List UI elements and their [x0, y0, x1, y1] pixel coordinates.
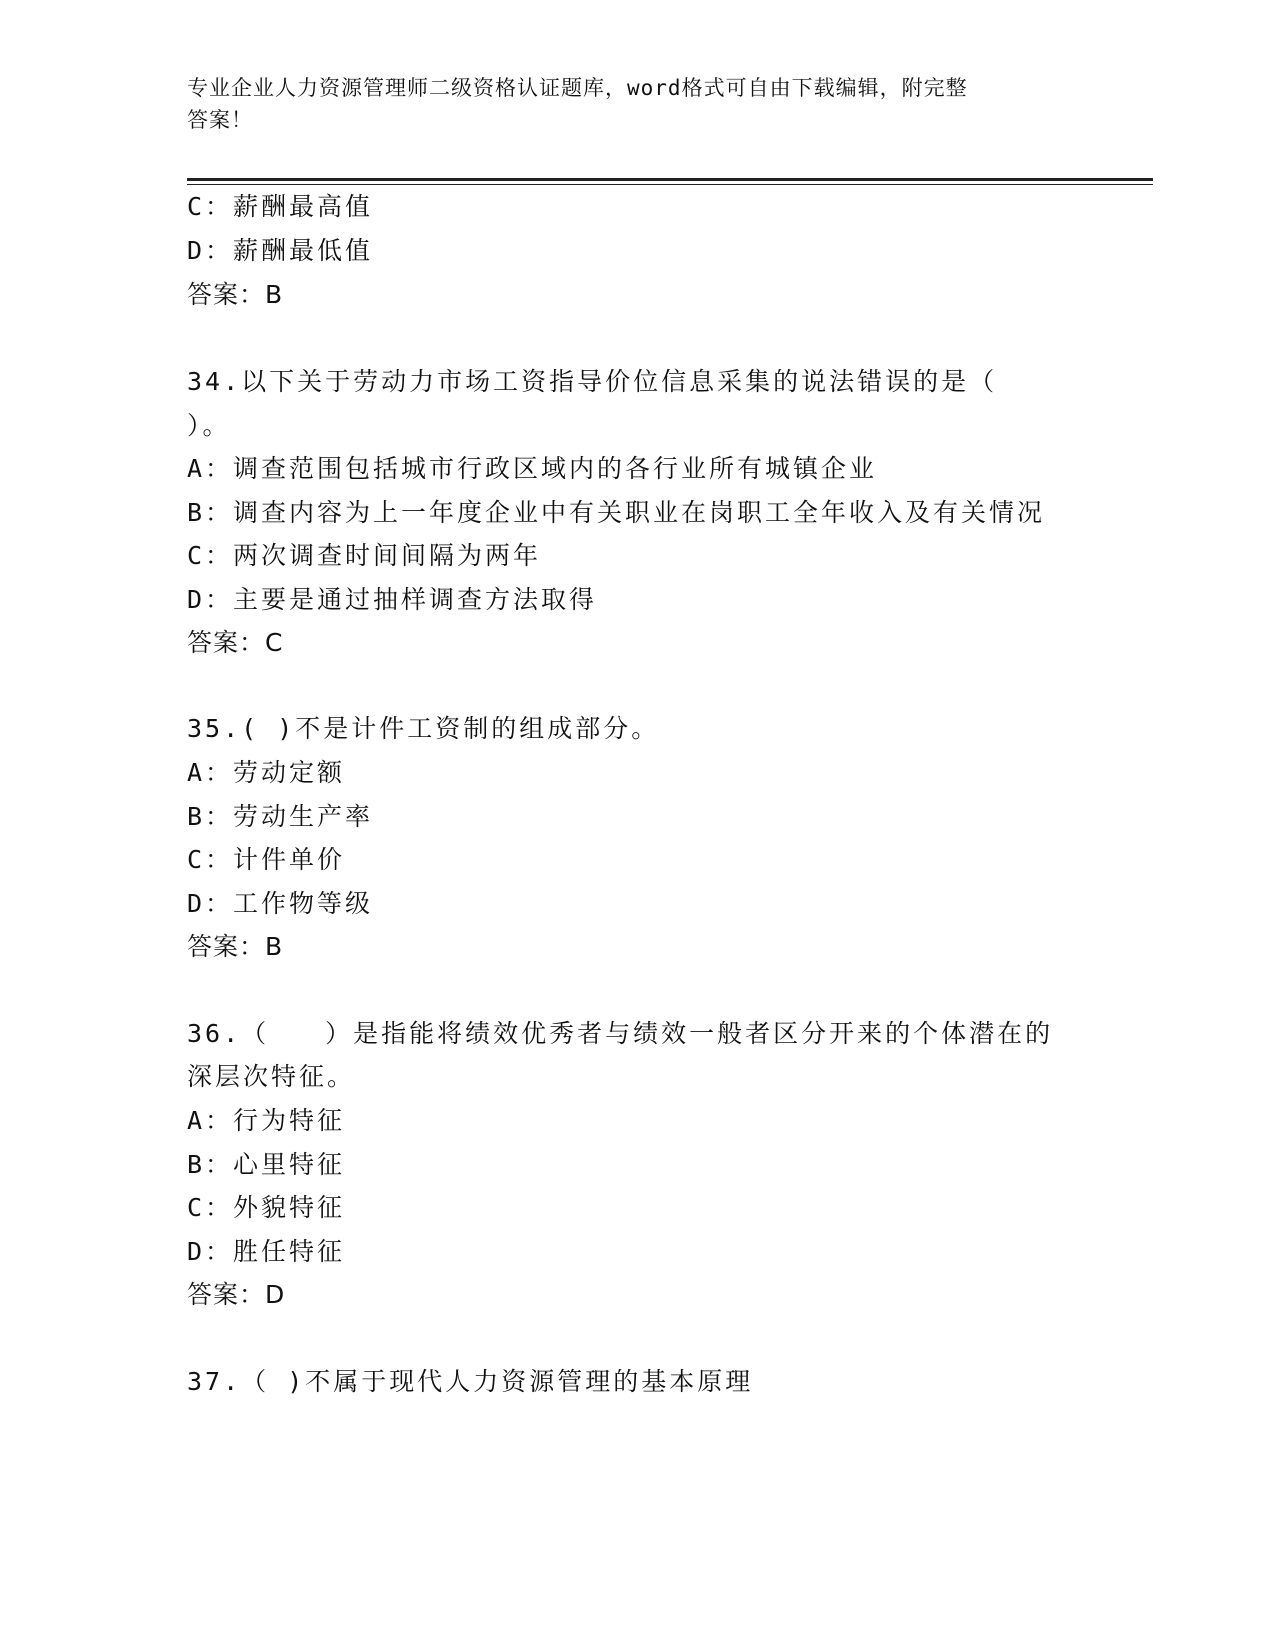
q35-stem: 35.( )不是计件工资制的组成部分。 [187, 714, 660, 743]
prev-option-d: D：薪酬最低值 [187, 236, 374, 265]
q36-stem-line-1: 36.（ ）是指能将绩效优秀者与绩效一般者区分开来的个体潜在的 [187, 1019, 1054, 1048]
q36-option-c: C：外貌特征 [187, 1193, 346, 1222]
q36-stem-line-2: 深层次特征。 [187, 1062, 356, 1091]
header-line-1: 专业企业人力资源管理师二级资格认证题库，word格式可自由下载编辑，附完整 [187, 76, 968, 100]
q35-option-a: A：劳动定额 [187, 758, 346, 787]
q34-stem-line-2: ）。 [187, 411, 231, 440]
q34-option-a: A：调查范围包括城市行政区域内的各行业所有城镇企业 [187, 454, 878, 483]
q36-option-a: A：行为特征 [187, 1106, 346, 1135]
header-line-2: 答案！ [187, 108, 253, 132]
prev-answer: 答案：B [187, 280, 284, 309]
q34-option-d: D：主要是通过抽样调查方法取得 [187, 585, 598, 614]
header-divider-thin [187, 184, 1153, 185]
q36-option-d: D：胜任特征 [187, 1237, 346, 1266]
q35-option-c: C：计件单价 [187, 845, 346, 874]
q34-option-b: B：调查内容为上一年度企业中有关职业在岗职工全年收入及有关情况 [187, 498, 1046, 527]
q35-option-b: B：劳动生产率 [187, 802, 374, 831]
q36-answer: 答案：D [187, 1280, 286, 1309]
header-divider-thick [187, 178, 1153, 181]
q34-answer: 答案：C [187, 628, 284, 657]
q37-stem: 37.（ )不属于现代人力资源管理的基本原理 [187, 1367, 754, 1396]
q36-option-b: B：心里特征 [187, 1150, 346, 1179]
q35-option-d: D：工作物等级 [187, 889, 374, 918]
q34-stem-line-1: 34.以下关于劳动力市场工资指导价位信息采集的说法错误的是（ [187, 367, 998, 396]
q35-answer: 答案：B [187, 932, 284, 961]
q34-option-c: C：两次调查时间间隔为两年 [187, 541, 542, 570]
prev-option-c: C：薪酬最高值 [187, 192, 374, 221]
document-header [187, 72, 1067, 136]
